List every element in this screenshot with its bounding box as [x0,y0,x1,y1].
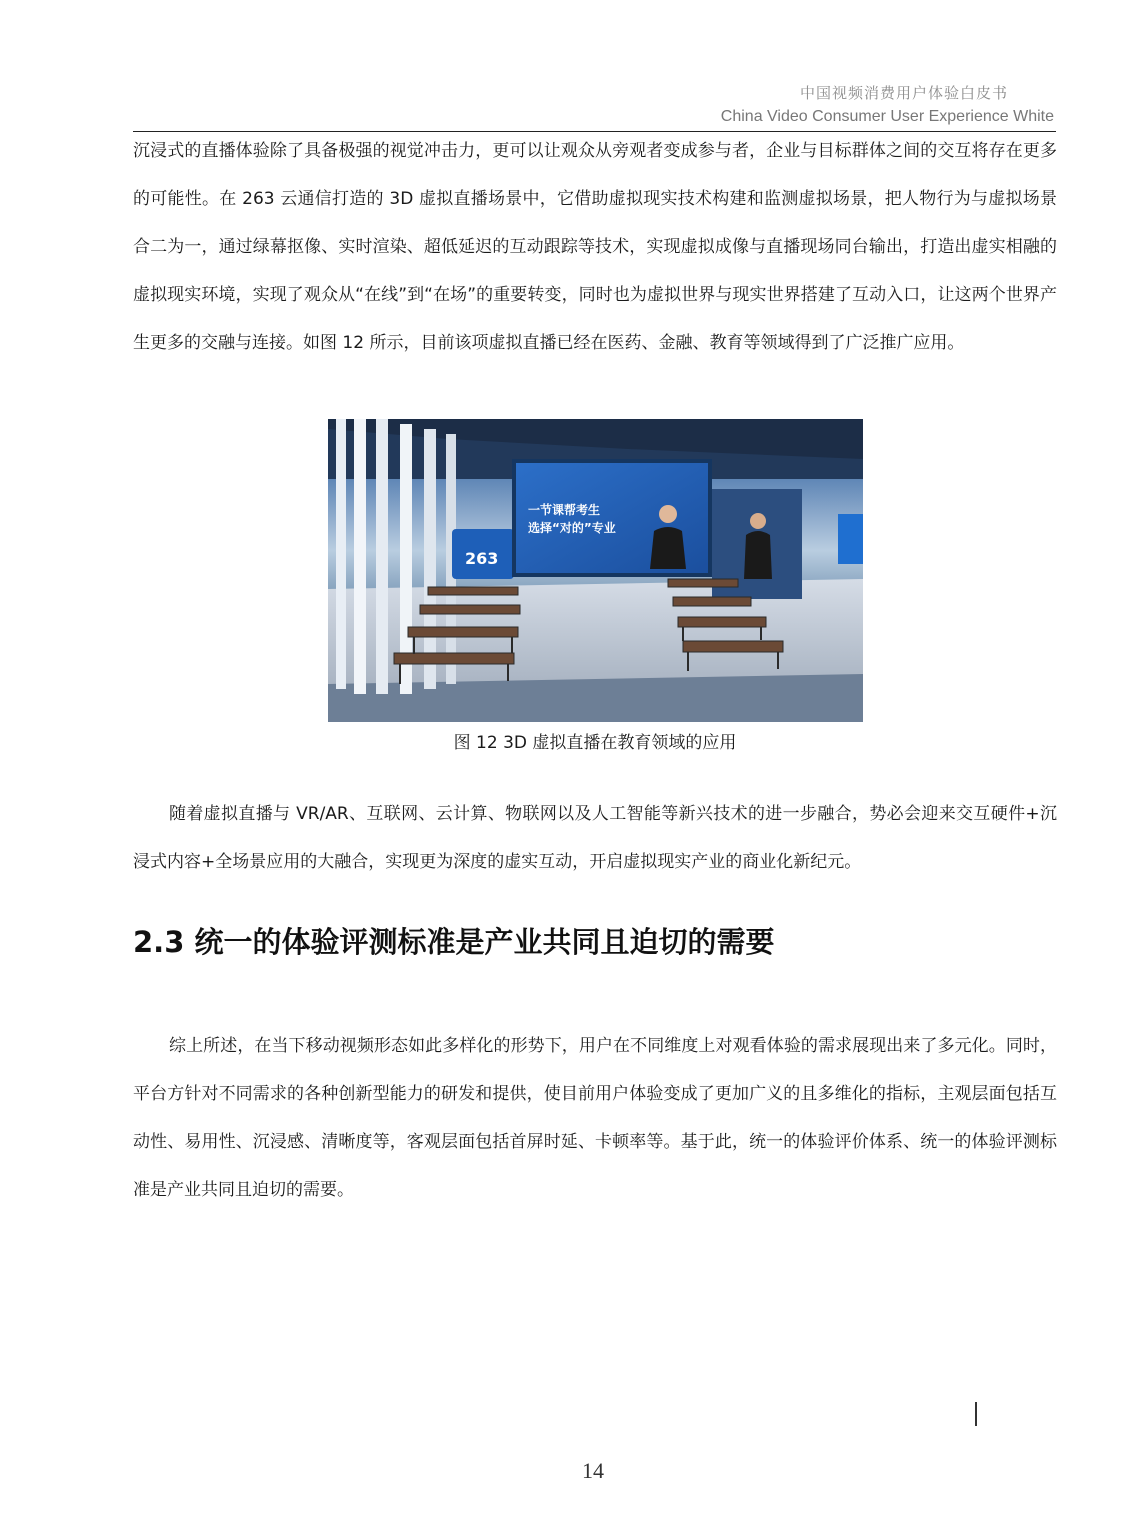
header-title-cn: 中国视频消费用户体验白皮书 [799,84,1008,102]
virtual-classroom-illustration [328,419,863,722]
screen-text-line1: 一节课帮考生 [528,503,601,517]
logo-263-text: 263 [465,549,499,568]
body-paragraph-2: 随着虚拟直播与 VR/AR、互联网、云计算、物联网以及人工智能等新兴技术的进一步融合，势必会迎来交互硬件+沉浸式内容+全场景应用的大融合，实现更为深度的虚实互动，开启虚拟现实产业的商业化新纪元。 [133,804,1057,872]
body-paragraph-1: 沉浸式的直播体验除了具备极强的视觉冲击力，更可以让观众从旁观者变成参与者，企业与目标群体之间的交互将存在更多的可能性。在 263 云通信打造的 3D 虚拟直播场景中，它借助虚拟现实技术构建和监测虚拟场景，把人物行为与虚拟场景合二为一，通过绿幕抠像、实时渲染、超低延迟的互动跟踪等技术，实现虚拟成像与直播现场同台输出，打造出虚实相融的虚拟现实环境，实现了观众从“在线”到“在场”的重要转变，同时也为虚拟世界与现实世界搭建了互动入口，让这两个世界产生更多的交融与连接。如图 12 所示，目前该项虚拟直播已经在医药、金融、教育等领域得到了广泛推广应用。 [133,141,1057,353]
page-number: 14 [582,1458,604,1483]
page-marker [975,1402,977,1426]
figure-caption: 图 12 3D 虚拟直播在教育领域的应用 [453,733,737,753]
section-heading: 2.3 统一的体验评测标准是产业共同且迫切的需要 [133,925,775,959]
figure-virtual-studio [328,419,863,722]
header-title-en: China Video Consumer User Experience White [720,108,1054,125]
body-paragraph-3: 综上所述，在当下移动视频形态如此多样化的形势下，用户在不同维度上对观看体验的需求展现出来了多元化。同时，平台方针对不同需求的各种创新型能力的研发和提供，使目前用户体验变成了更加广义的且多维化的指标，主观层面包括互动性、易用性、沉浸感、清晰度等，客观层面包括首屏时延、卡顿率等。基于此，统一的体验评价体系、统一的体验评测标准是产业共同且迫切的需要。 [133,1036,1057,1200]
screen-text-line2: 选择“对的”专业 [528,521,616,535]
